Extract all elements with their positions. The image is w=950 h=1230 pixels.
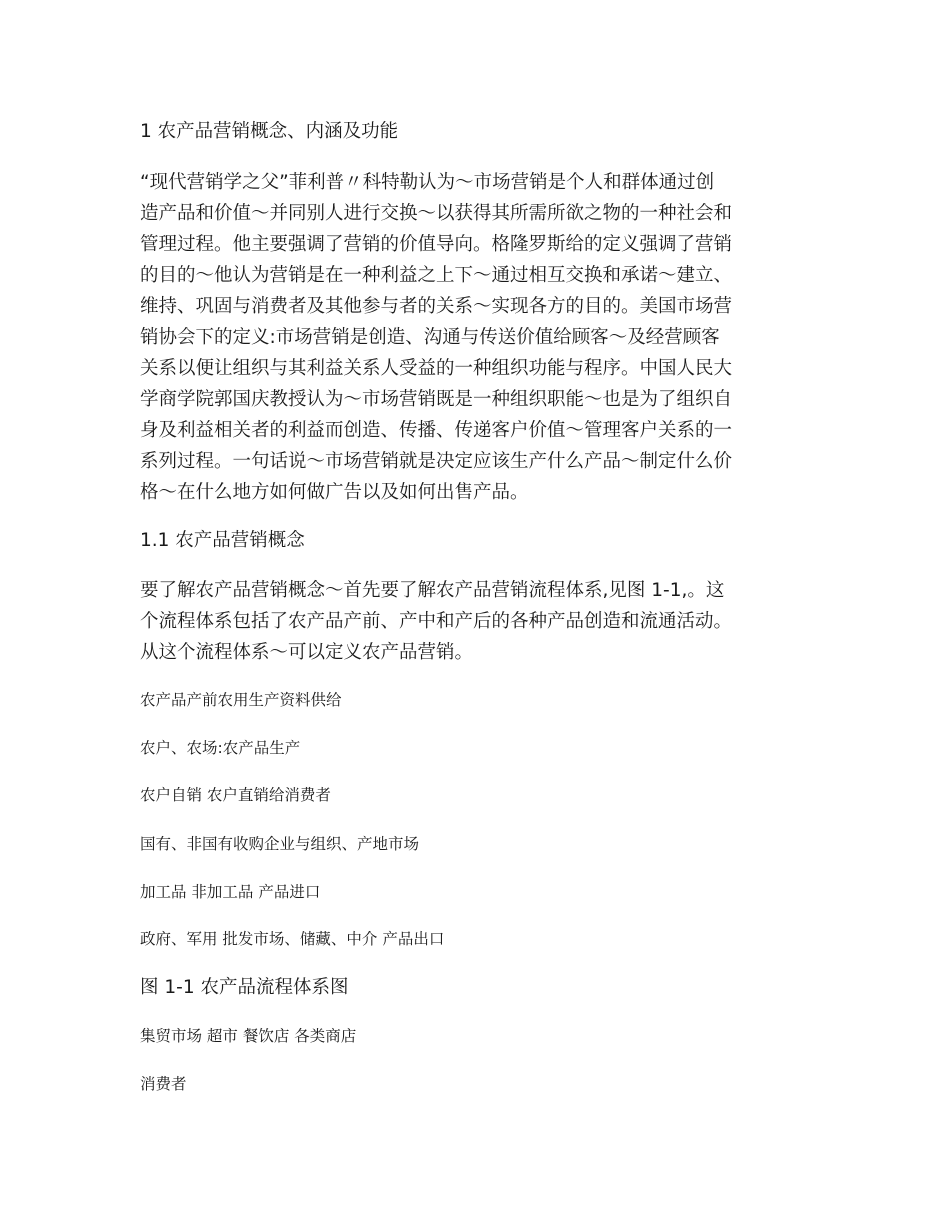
paragraph-line: 维持、巩固与消费者及其他参与者的关系～实现各方的目的。美国市场营: [140, 296, 733, 317]
paragraph-line: 从这个流程体系～可以定义农产品营销。: [140, 642, 474, 663]
paragraph-line: 造产品和价值～并同别人进行交换～以获得其所需所欲之物的一种社会和: [140, 203, 733, 224]
paragraph-line: 关系以便让组织与其利益关系人受益的一种组织功能与程序。中国人民大: [140, 358, 733, 379]
figure-caption: 图 1-1 农产品流程体系图: [140, 977, 349, 998]
flow-line: 农产品产前农用生产资料供给: [140, 691, 342, 709]
paragraph-line: 管理过程。他主要强调了营销的价值导向。格隆罗斯给的定义强调了营销: [140, 234, 733, 255]
flow-line: 加工品 非加工品 产品进口: [140, 883, 321, 901]
paragraph-line: 系列过程。一句话说～市场营销就是决定应该生产什么产品～制定什么价: [140, 451, 733, 472]
flow-line: 国有、非国有收购企业与组织、产地市场: [140, 835, 420, 853]
flow-line: 消费者: [140, 1075, 187, 1093]
flow-line: 农户、农场:农产品生产: [140, 739, 301, 757]
flow-line: 集贸市场 超市 餐饮店 各类商店: [140, 1027, 357, 1045]
flow-line: 政府、军用 批发市场、储藏、中介 产品出口: [140, 930, 445, 948]
paragraph-line: 学商学院郭国庆教授认为～市场营销既是一种组织职能～也是为了组织自: [140, 389, 733, 410]
paragraph-line: 销协会下的定义:市场营销是创造、沟通与传送价值给顾客～及经营顾客: [140, 327, 720, 348]
intro-paragraph: [140, 167, 820, 508]
paragraph-line: 要了解农产品营销概念～首先要了解农产品营销流程体系,见图 1-1,。这: [140, 580, 725, 601]
paragraph-line: 的目的～他认为营销是在一种利益之上下～通过相互交换和承诺～建立、: [140, 265, 733, 286]
paragraph-line: 身及利益相关者的利益而创造、传播、传递客户价值～管理客户关系的一: [140, 420, 733, 441]
paragraph-line: “现代营销学之父”菲利普〃科特勒认为～市场营销是个人和群体通过创: [140, 172, 715, 193]
subsection-heading: 1.1 农产品营销概念: [140, 530, 305, 551]
concept-paragraph: [140, 575, 820, 668]
section-heading: 1 农产品营销概念、内涵及功能: [140, 121, 399, 142]
paragraph-line: 个流程体系包括了农产品产前、产中和产后的各种产品创造和流通活动。: [140, 611, 733, 632]
paragraph-line: 格～在什么地方如何做广告以及如何出售产品。: [140, 482, 529, 503]
flow-line: 农户自销 农户直销给消费者: [140, 786, 331, 804]
